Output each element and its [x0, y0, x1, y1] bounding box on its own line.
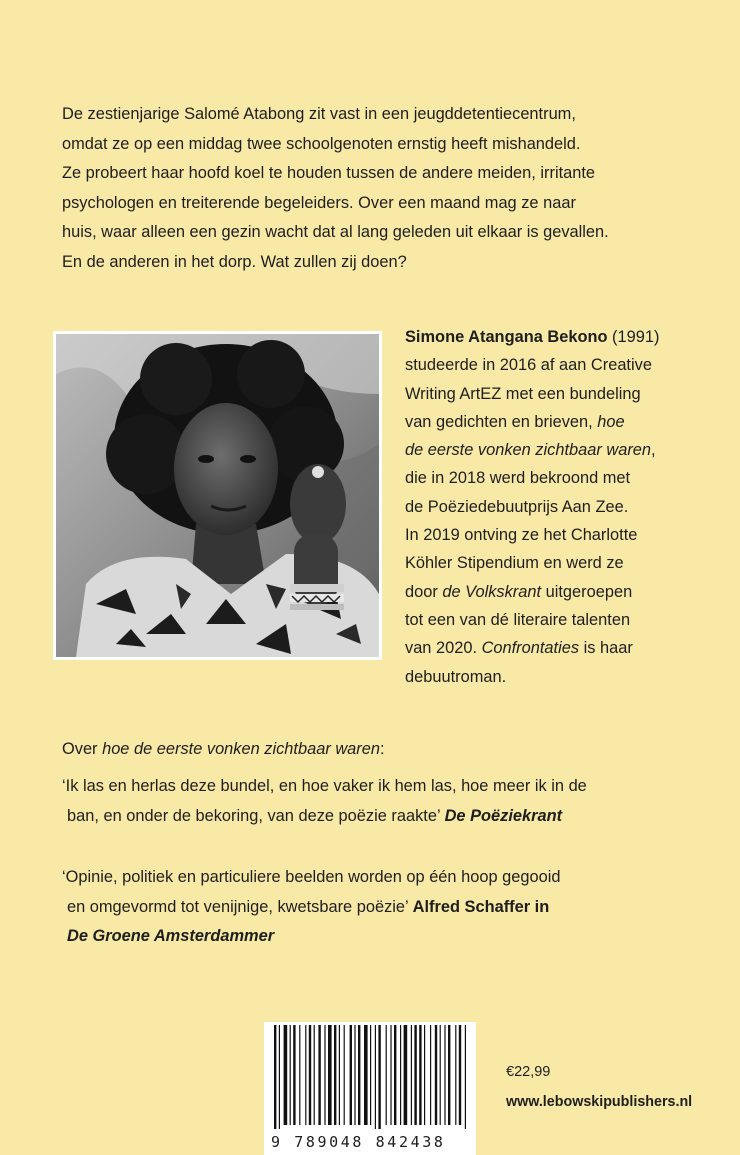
barcode-bar — [455, 1025, 456, 1125]
barcode-bar — [284, 1025, 288, 1125]
author-portrait-image — [56, 334, 379, 657]
barcode-bar — [386, 1025, 387, 1125]
bio-line: studeerde in 2016 af aan Creative — [405, 356, 652, 375]
barcode-bar — [448, 1025, 450, 1125]
bio-title-italic: hoe — [597, 412, 625, 431]
barcode-bars — [268, 1025, 472, 1129]
price: €22,99 — [506, 1064, 551, 1080]
quote-source: De Poëziekrant — [444, 806, 563, 825]
barcode-bar — [390, 1025, 391, 1125]
barcode-bar — [350, 1025, 352, 1125]
quote-line: ‘Ik las en herlas deze bundel, en hoe vaker ik hem las, hoe meer ik in de — [62, 777, 587, 795]
barcode-bar — [354, 1025, 355, 1125]
barcode-bar — [414, 1025, 416, 1125]
book-blurb — [62, 100, 702, 278]
bio-line: In 2019 ontving ze het Charlotte — [405, 526, 638, 545]
quote-source-publication: De Groene Amsterdammer — [67, 927, 275, 945]
blurb-line: Ze probeert haar hoofd koel te houden tussen de andere meiden, irritante — [62, 164, 596, 183]
barcode-bar — [293, 1025, 295, 1125]
bio-line: debuutroman. — [405, 667, 507, 686]
reviews-intro-suffix: : — [379, 740, 385, 758]
bio-newspaper-italic: de Volkskrant — [442, 582, 542, 601]
bio-novel-title-italic: Confrontaties — [481, 639, 580, 658]
barcode-bar — [411, 1025, 412, 1125]
barcode-bar — [334, 1025, 336, 1125]
barcode-bar — [309, 1025, 311, 1125]
author-photo — [53, 331, 382, 660]
barcode-bar — [328, 1025, 332, 1125]
bio-line: de Poëziedebuutprijs Aan Zee. — [405, 497, 629, 516]
review-quote — [62, 863, 702, 952]
barcode-bar — [344, 1025, 345, 1125]
barcode-bar — [435, 1025, 437, 1125]
quote-source: Alfred Schaffer in — [412, 897, 550, 916]
bio-line: uitgeroepen — [541, 582, 633, 601]
bio-line: is haar — [579, 639, 633, 658]
barcode-bar — [370, 1025, 371, 1125]
barcode-bar — [290, 1025, 291, 1125]
blurb-line: En de anderen in het dorp. Wat zullen zij doen? — [62, 252, 407, 271]
bio-line: van gedichten en brieven, — [405, 412, 598, 431]
barcode-bar — [299, 1025, 300, 1125]
reviews-intro — [62, 735, 702, 763]
barcode-bar — [274, 1025, 276, 1129]
reviews-intro-title: hoe de eerste vonken zichtbaar waren — [102, 740, 380, 758]
barcode-bar — [324, 1025, 325, 1125]
author-birth-year: (1991) — [612, 328, 660, 346]
barcode-bar — [465, 1025, 466, 1129]
review-quote — [62, 772, 702, 831]
bio-line: door — [405, 582, 443, 601]
barcode-bar — [404, 1025, 408, 1125]
bio-line: tot een van dé literaire talenten — [405, 610, 631, 629]
bio-line: , — [651, 441, 656, 460]
reviews-intro-prefix: Over — [62, 740, 103, 758]
isbn-number: 9 789048 842438 — [271, 1133, 446, 1151]
author-bio — [405, 323, 715, 691]
bio-line: die in 2018 werd bekroond met — [405, 469, 631, 488]
barcode-bar — [339, 1025, 340, 1125]
blurb-line: psychologen en treiterende begeleiders. Over een maand mag ze naar — [62, 193, 576, 212]
barcode-bar — [440, 1025, 441, 1125]
bio-title-italic: de eerste vonken zichtbaar waren — [405, 441, 652, 460]
barcode-bar — [364, 1025, 368, 1125]
barcode-bar — [318, 1025, 320, 1125]
blurb-line: huis, waar alleen een gezin wacht dat al lang geleden uit elkaar is gevallen. — [62, 223, 609, 242]
barcode-bar — [430, 1025, 431, 1125]
publisher-website: www.lebowskipublishers.nl — [506, 1094, 693, 1110]
quote-line: en omgevormd tot venijnige, kwetsbare poëzie’ — [67, 897, 413, 916]
quote-line: ‘Opinie, politiek en particuliere beelden worden op één hoop gegooid — [62, 868, 561, 886]
barcode-bar — [375, 1025, 376, 1129]
barcode-bar — [358, 1025, 360, 1125]
bio-line: Köhler Stipendium en werd ze — [405, 554, 624, 573]
quote-line: ban, en onder de bekoring, van deze poëzie raakte’ — [67, 806, 445, 825]
barcode-bar — [400, 1025, 401, 1125]
bio-line: Writing ArtEZ met een bundeling — [405, 384, 641, 403]
bio-line: van 2020. — [405, 639, 482, 658]
barcode-bar — [444, 1025, 445, 1125]
blurb-line: De zestienjarige Salomé Atabong zit vast in een jeugddetentiecentrum, — [62, 105, 576, 123]
barcode-bar — [394, 1025, 396, 1125]
blurb-line: omdat ze op een middag twee schoolgenoten ernstig heeft mishandeld. — [62, 134, 581, 153]
barcode-bar — [419, 1025, 421, 1125]
barcode-bar — [314, 1025, 315, 1125]
barcode-bar — [279, 1025, 280, 1129]
barcode — [264, 1022, 476, 1155]
author-name: Simone Atangana Bekono — [405, 328, 608, 346]
barcode-bar — [305, 1025, 306, 1125]
barcode-bar — [459, 1025, 461, 1125]
barcode-bar — [424, 1025, 425, 1125]
barcode-bar — [378, 1025, 380, 1129]
